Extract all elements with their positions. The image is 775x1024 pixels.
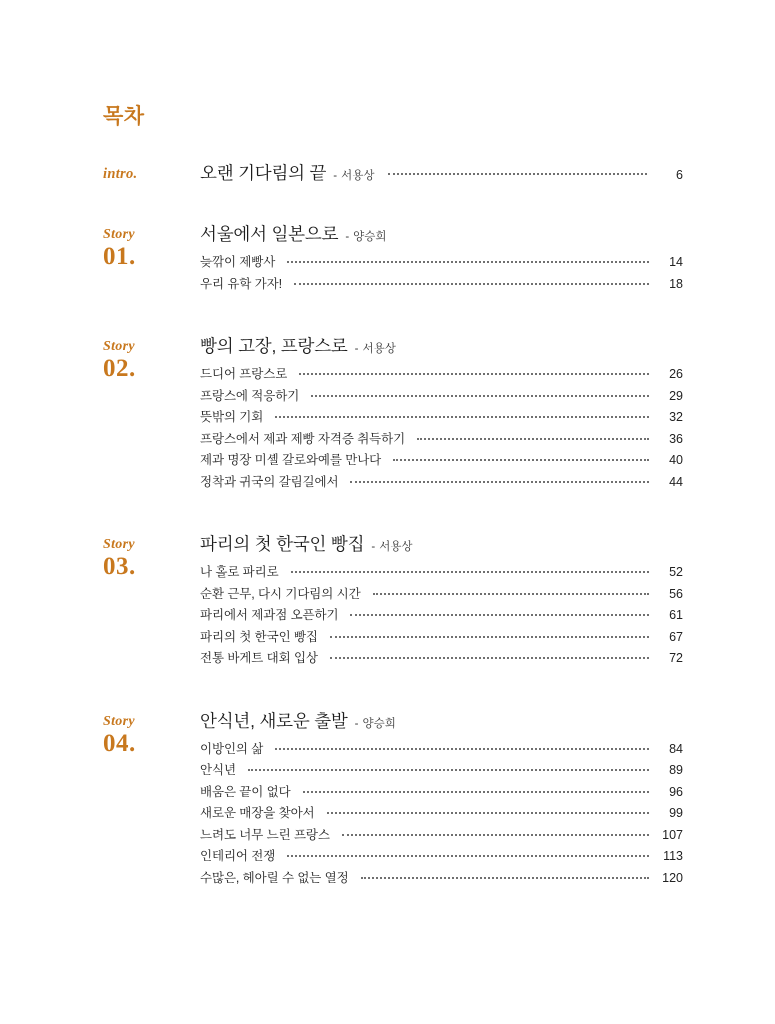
entry-page-number: 67 [669,629,683,644]
chapter-title: 서울에서 일본으로 [200,224,339,244]
entry-title: 파리에서 제과점 오픈하기 [200,608,339,622]
entry-title: 순환 근무, 다시 기다림의 시간 [200,586,361,601]
leader-dots [350,614,649,616]
entry-page-number: 89 [669,763,683,777]
leader-dots [287,855,649,857]
entry-title: 인테리어 전쟁 [200,849,276,863]
chapter-author [345,228,386,244]
section-body [200,221,683,299]
chapter-heading[interactable] [200,333,683,358]
list-item[interactable] [200,652,683,665]
leader-dots [350,481,649,483]
section-label [103,160,200,183]
entry-page-number: 72 [669,651,683,665]
list-item[interactable] [200,390,683,403]
chapter-author [333,167,374,183]
entry-title: 드디어 프랑스로 [200,367,288,381]
list-item[interactable] [200,850,683,863]
chapter-heading[interactable] [200,160,683,185]
leader-dots [311,395,649,397]
leader-dots [393,459,649,461]
list-item[interactable] [200,454,683,467]
leader-dots [303,791,649,793]
chapter-title: 파리의 첫 한국인 빵집 [200,534,365,554]
entry-list [200,368,683,488]
entry-page-number: 120 [662,870,683,885]
leader-dots [388,173,647,175]
section-label-word: Story [103,339,135,354]
entry-page-number: 18 [669,276,683,291]
entry-page-number: 96 [669,784,683,799]
entry-title: 배움은 끝이 없다 [200,784,291,799]
section-body [200,160,683,185]
chapter-author [355,340,396,356]
chapter-page-number: 6 [676,168,683,182]
chapter-title: 오랜 기다림의 끝 [200,163,327,183]
chapter-title: 빵의 고장, 프랑스로 [200,336,348,356]
entry-page-number: 40 [669,453,683,467]
entry-title: 이방인의 삶 [200,741,264,756]
entry-page-number: 107 [662,827,683,842]
leader-dots [373,593,649,595]
list-item[interactable] [200,278,683,291]
leader-dots [299,373,649,375]
list-item[interactable] [200,764,683,777]
entry-title: 늦깎이 제빵사 [200,255,276,269]
list-item[interactable] [200,807,683,820]
page-title: 목차 [103,105,145,128]
entry-page-number: 56 [669,586,683,601]
author-name: 양승희 [362,717,396,730]
section-body [200,333,683,497]
entry-page-number: 61 [669,608,683,622]
section-label-word: intro. [103,166,138,182]
toc-section [103,333,683,497]
entry-page-number: 36 [669,431,683,446]
toc-list [103,160,683,927]
entry-page-number: 99 [669,806,683,820]
author-dash: - [354,343,359,355]
chapter-heading[interactable] [200,708,683,733]
list-item[interactable] [200,411,683,424]
leader-dots [327,812,649,814]
leader-dots [275,416,649,418]
section-label [103,333,200,383]
entry-title: 프랑스에 적응하기 [200,388,300,403]
leader-dots [294,283,649,285]
entry-title: 수많은, 헤아릴 수 없는 열정 [200,870,349,885]
section-label-word: Story [103,713,135,729]
author-name: 서용상 [362,343,396,355]
list-item[interactable] [200,368,683,381]
section-label-number: 04. [103,729,136,757]
list-item[interactable] [200,256,683,269]
entry-page-number: 113 [663,849,683,863]
leader-dots [330,657,649,659]
list-item[interactable] [200,631,683,644]
entry-title: 새로운 매장을 찾아서 [200,806,315,820]
leader-dots [275,748,649,750]
entry-page-number: 44 [669,474,683,489]
list-item[interactable] [200,786,683,799]
list-item[interactable] [200,588,683,601]
section-label-word: Story [103,537,135,552]
section-label [103,531,200,581]
entry-page-number: 14 [669,255,683,269]
toc-section [103,221,683,299]
author-name: 서용상 [379,541,413,553]
section-label [103,221,200,271]
author-dash: - [371,541,376,553]
leader-dots [417,438,649,440]
entry-list [200,256,683,290]
entry-title: 파리의 첫 한국인 빵집 [200,629,318,644]
entry-title: 느려도 너무 느린 프랑스 [200,827,330,842]
entry-title: 정착과 귀국의 갈림길에서 [200,474,339,489]
chapter-author [355,715,396,731]
entry-page-number: 52 [669,565,683,579]
entry-list [200,743,683,885]
entry-title: 프랑스에서 제과 제빵 자격증 취득하기 [200,431,406,446]
author-dash: - [354,717,359,730]
list-item[interactable] [200,476,683,489]
chapter-heading[interactable] [200,531,683,556]
list-item[interactable] [200,872,683,885]
toc-section [103,531,683,674]
chapter-author [371,538,412,554]
entry-page-number: 84 [669,741,683,756]
entry-list [200,566,683,665]
author-dash: - [333,170,338,182]
section-body [200,708,683,894]
leader-dots [248,769,649,771]
toc-section [103,160,683,185]
section-label-number: 01. [103,243,136,271]
leader-dots [330,636,649,638]
chapter-heading[interactable] [200,221,683,246]
entry-page-number: 26 [669,367,683,381]
section-body [200,531,683,674]
toc-section [103,708,683,894]
leader-dots [291,571,649,573]
author-name: 양승희 [353,231,387,243]
list-item[interactable] [200,829,683,842]
leader-dots [342,834,649,836]
leader-dots [361,877,649,879]
author-name: 서용상 [341,170,375,182]
entry-title: 뜻밖의 기회 [200,410,264,424]
chapter-title: 안식년, 새로운 출발 [200,710,348,731]
list-item[interactable] [200,743,683,756]
section-label [103,708,200,758]
entry-title: 안식년 [200,763,236,777]
entry-page-number: 29 [669,388,683,403]
section-label-word: Story [103,227,135,242]
entry-title: 제과 명장 미셸 갈로와예를 만나다 [200,453,382,467]
author-dash: - [345,231,350,243]
list-item[interactable] [200,609,683,622]
entry-title: 전통 바게트 대회 입상 [200,651,318,665]
list-item[interactable] [200,433,683,446]
entry-page-number: 32 [669,410,683,424]
section-label-number: 02. [103,355,136,383]
entry-title: 우리 유학 가자! [200,276,282,291]
section-label-number: 03. [103,553,136,581]
list-item[interactable] [200,566,683,579]
entry-title: 나 홀로 파리로 [200,565,279,579]
leader-dots [287,261,649,263]
